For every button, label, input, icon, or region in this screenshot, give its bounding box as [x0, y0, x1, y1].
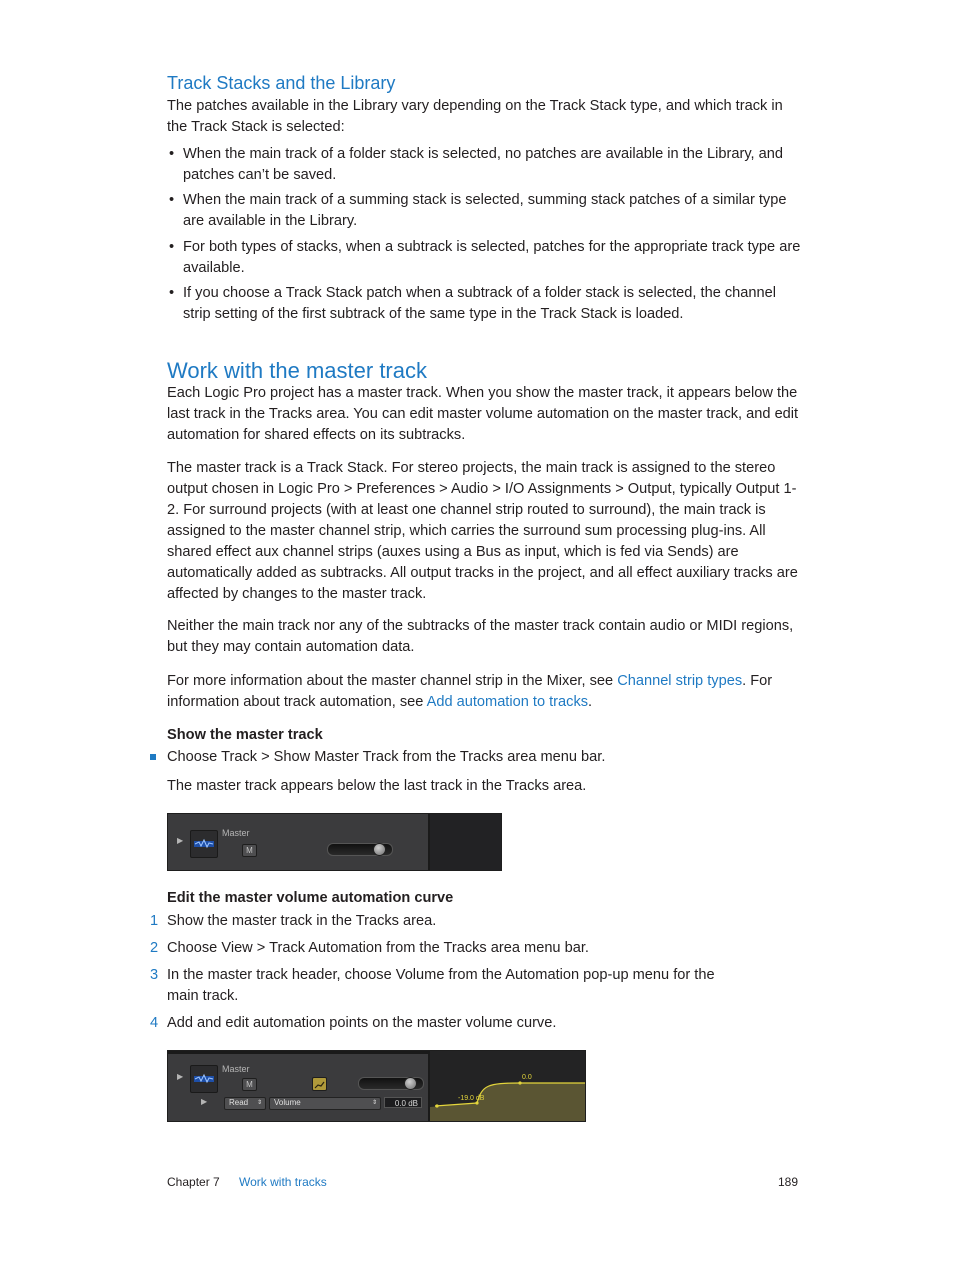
automation-toggle-button[interactable] — [312, 1077, 327, 1091]
popup-arrows-icon: ⇕ — [256, 1100, 262, 1106]
waveform-icon — [191, 1066, 217, 1092]
mute-button[interactable]: M — [242, 1078, 257, 1091]
show-master-step: Choose Track > Show Master Track from the Tracks area menu bar. — [167, 749, 606, 765]
automation-curve[interactable] — [430, 1051, 585, 1121]
step-number: 4 — [150, 1015, 159, 1031]
automation-mode-value: Read — [229, 1098, 249, 1107]
show-master-result: The master track appears below the last track in the Tracks area. — [167, 778, 587, 794]
volume-slider[interactable] — [358, 1077, 424, 1090]
volume-knob[interactable] — [373, 843, 386, 856]
footer-chapter-label: Chapter 7 — [167, 1175, 220, 1189]
automation-fill — [430, 1083, 585, 1121]
bullet-dot: • — [169, 146, 175, 162]
step-number: 2 — [150, 940, 159, 956]
track-name: Master — [222, 828, 250, 838]
automation-right-label: 0.0 — [522, 1074, 532, 1081]
divider — [428, 814, 430, 870]
waveform-icon — [191, 831, 217, 857]
show-master-title: Show the master track — [167, 727, 323, 743]
volume-slider[interactable] — [327, 843, 393, 856]
link-channel-strip-types[interactable]: Channel strip types — [617, 673, 743, 689]
step-number: 1 — [150, 913, 159, 929]
p4-text-c: . — [588, 694, 593, 710]
divider — [428, 1051, 430, 1121]
track-name: Master — [222, 1064, 250, 1074]
volume-knob[interactable] — [404, 1077, 417, 1090]
p4-text-b: . For information about track automation, see — [167, 673, 773, 710]
section-title-master-track: Work with the master track — [167, 358, 427, 383]
link-add-automation[interactable]: Add automation to tracks — [426, 694, 589, 710]
automation-parameter-value: Volume — [274, 1098, 301, 1107]
step-square-bullet — [150, 754, 156, 760]
popup-arrows-icon: ⇕ — [371, 1100, 377, 1106]
disclosure-triangle-icon[interactable]: ▶ — [201, 1097, 208, 1106]
automation-area — [430, 1051, 585, 1121]
track-area — [430, 814, 501, 870]
automation-parameter-popup[interactable] — [269, 1097, 381, 1110]
bullet-dot: • — [169, 285, 175, 301]
disclosure-triangle-icon[interactable]: ▶ — [177, 836, 184, 845]
bullet-item: If you choose a Track Stack patch when a subtrack of a folder stack is selected, the channel strip setting of the first subtrack of the same type in the Track Stack is loaded. — [183, 285, 776, 322]
master-paragraph-3: Neither the main track nor any of the subtracks of the master track contain audio or MIDI regions, but they may contain automation data. — [167, 618, 794, 655]
bullet-item: When the main track of a summing stack is selected, summing stack patches of a similar type are available in the Library. — [183, 192, 787, 229]
automation-left-label: -19.0 dB — [458, 1095, 485, 1102]
screenshot-master-automation — [167, 1050, 586, 1122]
master-paragraph-4 — [167, 671, 807, 713]
step-number: 3 — [150, 967, 159, 983]
edit-curve-step: Choose View > Track Automation from the Tracks area menu bar. — [167, 940, 589, 956]
bullet-item: For both types of stacks, when a subtrack is selected, patches for the appropriate track type are available. — [183, 239, 801, 276]
edit-curve-step: Show the master track in the Tracks area. — [167, 913, 437, 929]
edit-curve-title: Edit the master volume automation curve — [167, 890, 454, 906]
automation-icon — [313, 1079, 326, 1091]
bullet-item: When the main track of a folder stack is selected, no patches are available in the Library, and patches can’t be saved. — [183, 146, 784, 183]
automation-mode-popup[interactable] — [224, 1097, 266, 1110]
edit-curve-step: In the master track header, choose Volume from the Automation pop-up menu for the main track. — [167, 967, 715, 1004]
automation-value-field[interactable]: 0.0 dB — [384, 1097, 422, 1108]
automation-point[interactable] — [518, 1081, 521, 1084]
automation-point[interactable] — [435, 1104, 438, 1107]
disclosure-triangle-icon[interactable]: ▶ — [177, 1072, 184, 1081]
master-paragraph-1: Each Logic Pro project has a master track. When you show the master track, it appears below the last track in the Tracks area. You can edit master volume automation on the master track, and edit automation for shared effects on its subtracks. — [167, 385, 799, 443]
track-stacks-intro: The patches available in the Library vary depending on the Track Stack type, and which track in the Track Stack is selected: — [167, 98, 783, 135]
track-icon — [190, 1065, 218, 1093]
track-icon — [190, 830, 218, 858]
section-title-track-stacks: Track Stacks and the Library — [167, 73, 396, 93]
edit-curve-step: Add and edit automation points on the master volume curve. — [167, 1015, 557, 1031]
bullet-dot: • — [169, 192, 175, 208]
mute-button[interactable]: M — [242, 844, 257, 857]
screenshot-master-track — [167, 813, 502, 871]
p4-text-a: For more information about the master channel strip in the Mixer, see — [167, 673, 618, 689]
bullet-dot: • — [169, 239, 175, 255]
master-paragraph-2: The master track is a Track Stack. For stereo projects, the main track is assigned to the stereo output chosen in Logic Pro > Preferences > Audio > I/O Assignments > Output, typically Output 1-2. For surround projects (with at least one channel strip routed to surround), the main track is assigned to the master channel strip, which carries the surround sum processing plug-ins. All shared effect aux channel strips (auxes using a Bus as input, which is fed via Sends) are automatically added as subtracks. All output tracks in the project, and all effect auxiliary tracks are affected by changes to the master track. — [167, 460, 798, 602]
footer-chapter-link[interactable]: Work with tracks — [239, 1175, 327, 1189]
page-number: 189 — [778, 1175, 799, 1189]
